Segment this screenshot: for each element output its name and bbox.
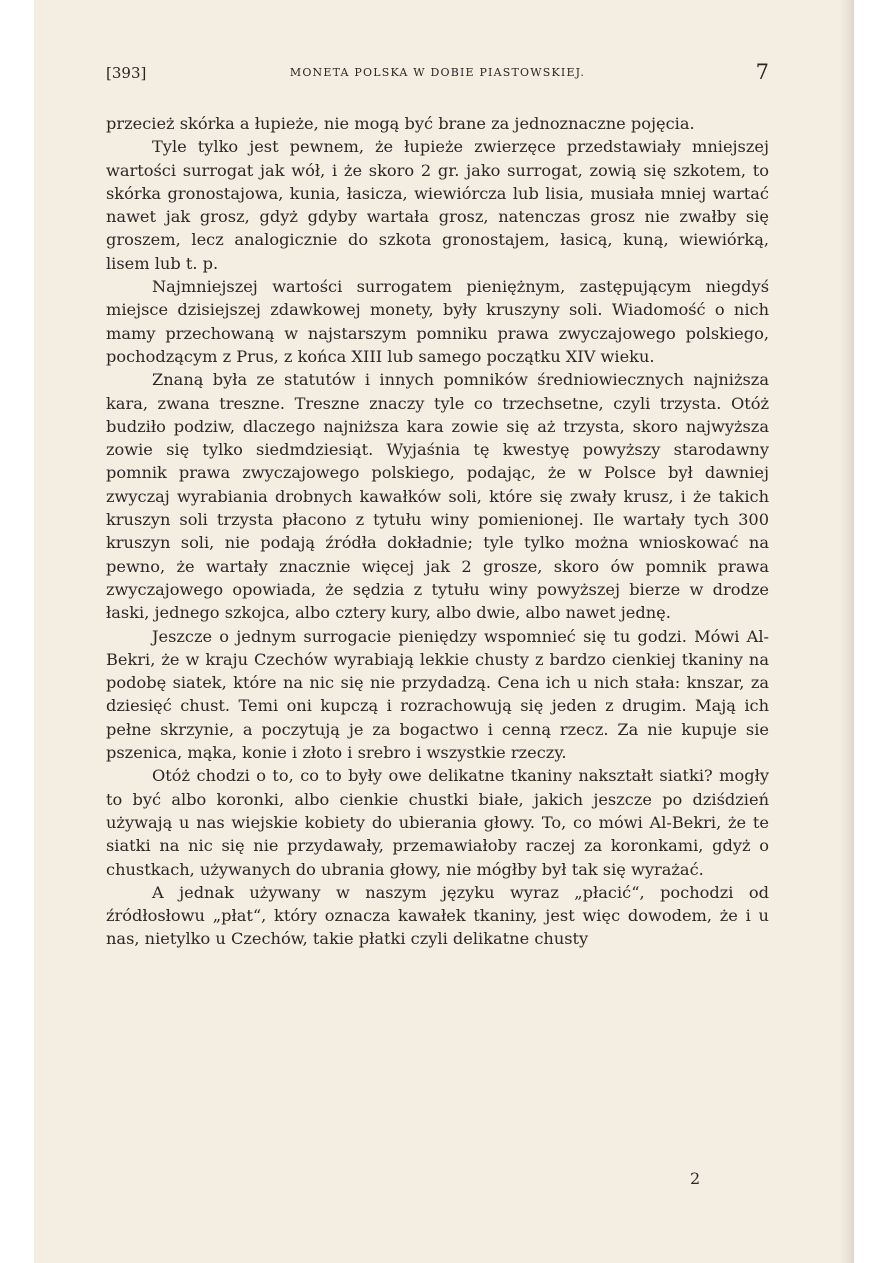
- page-header: [106, 62, 769, 86]
- paragraph: Jeszcze o jednym surrogacie pieniędzy wspomnieć się tu godzi. Mówi Al-Bekri, że w kraju Czechów wyrabiają lekkie chusty z bardzo cienkiej tkaniny na podobę siatek, które na nic się nie przydadzą. Cena ich u nich stała: knszar, za dziesięć chust. Temi oni kupczą i rozrachowują się jeden z drugim. Mają ich pełne skrzynie, a poczytują je za bogactwo i cenną rzecz. Za nie kupuje sie pszenica, mąka, konie i złoto i srebro i wszystkie rzeczy.: [106, 626, 769, 763]
- paragraph: Tyle tylko jest pewnem, że łupieże zwierzęce przedstawiały mniejszej wartości surrogat jak wół, i że skoro 2 gr. jako surrogat, zowią się szkotem, to skórka gronostajowa, kunia, łasicza, wiewiórcza lub lisia, musiała mniej wartać nawet jak grosz, gdyż gdyby wartała grosz, natenczas grosz nie zwałby się groszem, lecz analogicznie do szkota gronostajem, łasicą, kuną, wiewiórką, lisem lub t. p.: [106, 137, 769, 273]
- running-title: MONETA POLSKA W DOBIE PIASTOWSKIEJ.: [289, 66, 586, 79]
- paragraph: A jednak używany w naszym języku wyraz „płacić“, pochodzi od źródłosłowu „płat“, który oznacza kawałek tkaniny, jest więc dowodem, że i u nas, nietylko u Czechów, takie płatki czyli delikatne chusty: [106, 882, 769, 949]
- document-page: [34, 0, 854, 1263]
- signature-mark: 2: [690, 1169, 701, 1188]
- paragraph: przecież skórka a łupieże, nie mogą być brane za jednoznaczne pojęcia.: [106, 114, 695, 133]
- page-reference: [393]: [106, 64, 147, 82]
- paragraph: Znaną była ze statutów i innych pomników średniowiecznych najniższa kara, zwana treszne. Treszne znaczy tyle co trzechsetne, czyli trzysta. Otóż budziło podziw, dlaczego najniższa kara zowie się aż trzysta, skoro najwyższa zowie się tylko siedmdziesiąt. Wyjaśnia tę kwestyę powyższy starodawny pomnik prawa zwyczajowego polskiego, podając, że w Polsce był dawniej zwyczaj wyrabiania drobnych kawałków soli, które się zwały krusz, i że takich kruszyn soli trzysta płacono z tytułu winy pomienionej. Ile wartały tych 300 kruszyn soli, nie podają źródła dokładnie; tyle tylko można wnioskować na pewno, że wartały znacznie więcej jak 2 grosze, skoro ów pomnik prawa zwyczajowego opowiada, że sędzia z tytułu winy powyższej bierze w drodze łaski, jednego szkojca, albo cztery kury, albo dwie, albo nawet jednę.: [106, 370, 769, 623]
- body-text: [106, 112, 769, 951]
- paragraph: Najmniejszej wartości surrogatem pieniężnym, zastępującym niegdyś miejsce dzisiejszej zdawkowej monety, były kruszyny soli. Wiadomość o nich mamy przechowaną w najstarszym pomniku prawa zwyczajowego polskiego, pochodzącym z Prus, z końca XIII lub samego początku XIV wieku.: [106, 277, 769, 366]
- page-number: 7: [755, 60, 769, 84]
- paragraph: Otóż chodzi o to, co to były owe delikatne tkaniny nakształt siatki? mogły to być albo koronki, albo cienkie chustki białe, jakich jeszcze po dziśdzień używają u nas wiejskie kobiety do ubierania głowy. To, co mówi Al-Bekri, że te siatki na nic się nie przydawały, przemawiałoby raczej za koronkami, gdyż o chustkach, używanych do ubrania głowy, nie mógłby był tak się wyrażać.: [106, 766, 769, 879]
